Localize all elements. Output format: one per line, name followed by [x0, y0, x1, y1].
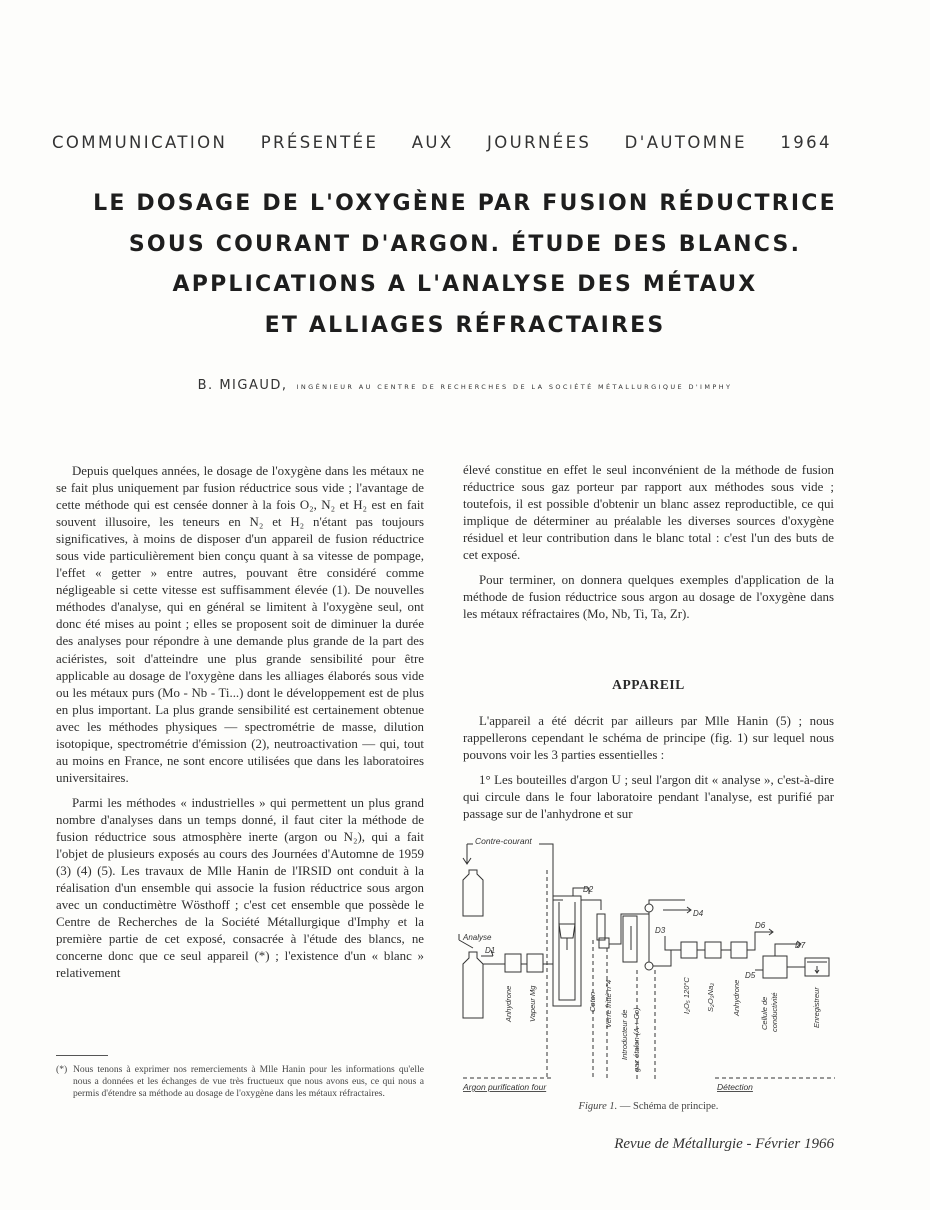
title-line: SOUS COURANT D'ARGON. ÉTUDE DES BLANCS.	[128, 231, 802, 257]
label-d6: D6	[755, 921, 766, 930]
label-d5: D5	[745, 971, 756, 980]
pipe-to-introducteur	[609, 914, 649, 950]
header-word: COMMUNICATION	[52, 133, 228, 152]
label-cellule-2: conductivité	[770, 992, 779, 1032]
pipe-d3	[665, 936, 681, 950]
arrow-d6	[747, 929, 773, 950]
journal-footer: Revue de Métallurgie - Février 1966	[614, 1136, 834, 1152]
label-introducteur-1: Introducteur de	[620, 1009, 629, 1060]
enregistreur-detail	[807, 962, 827, 973]
footnote-rule	[56, 1055, 108, 1056]
label-d1: D1	[485, 946, 496, 955]
label-introducteur-2: gaz étalon (A + Co)	[632, 1007, 641, 1072]
label-anhydrone-2: Anhydrone	[732, 979, 741, 1016]
label-anhydrone: Anhydrone	[504, 985, 513, 1022]
label-d4: D4	[693, 909, 704, 918]
paragraph: Pour terminer, on donnera quelques exemples d'application de la méthode de fusion réductrice sous argon au dosage de l'oxygène dans les métaux réfractaires (Mo, Nb, Ti, Ta, Zr).	[463, 573, 834, 622]
apparatus-diagram	[455, 830, 840, 1098]
footnote-text: Nous tenons à exprimer nos remerciements à Mlle Hanin pour les informations qu'elle nous a données et les échanges de vue très fructueux que nous avons eus, ce qui nous a permis d'étendre sa méthode au dosage de l'oxygène dans les métaux réfractaires.	[73, 1064, 424, 1100]
author-byline	[0, 374, 930, 393]
paragraph: L'appareil a été décrit par ailleurs par Mlle Hanin (5) ; nous rappellerons cependant le schéma de principe (fig. 1) sur lequel nous pouvons voir les 3 parties essentielles :	[463, 714, 834, 763]
box-introducteur	[623, 916, 637, 962]
title-line: ET ALLIAGES RÉFRACTAIRES	[264, 312, 666, 338]
paragraph: élevé constitue en effet le seul inconvénient de la méthode de fusion réductrice sous gaz porteur par rapport aux méthodes sous vide ; toutefois, il est possible d'obtenir un blanc assez reproductible, ce qui implique de déterminer au préalable les diverses sources d'oxygène résiduel et leur contribution dans le blanc total : c'est l'un des buts de cet exposé.	[463, 463, 834, 563]
label-enregistreur: Enregistreur	[812, 987, 821, 1028]
box-s2o3na2	[705, 942, 721, 958]
left-column	[56, 463, 424, 990]
label-analyse: Analyse	[463, 933, 492, 942]
header-word: PRÉSENTÉE	[260, 133, 379, 152]
label-argon-purification: Argon purification four	[463, 1082, 547, 1092]
title-line: APPLICATIONS A L'ANALYSE DES MÉTAUX	[172, 272, 758, 297]
label-d3: D3	[655, 926, 666, 935]
box-anhydrone	[505, 954, 521, 972]
box-cellule	[763, 956, 787, 978]
right-column-top	[463, 462, 834, 631]
label-cellule-1: Cellule de	[760, 996, 769, 1030]
box-anhydrone-2	[731, 942, 747, 958]
label-verre-fritte: Verre fritté n°4	[604, 979, 613, 1028]
label-d7: D7	[795, 941, 806, 950]
figure-caption-label: Figure 1.	[578, 1101, 618, 1112]
footnote-mark: (*)	[56, 1064, 68, 1075]
article-title	[40, 184, 890, 346]
valve-top	[645, 904, 653, 912]
title-line: LE DOSAGE DE L'OXYGÈNE PAR FUSION RÉDUCTRICE	[93, 191, 837, 216]
furnace-inner	[559, 902, 575, 1000]
paragraph: Parmi les méthodes « industrielles » qui permettent un plus grand nombre d'analyses dans un temps donné, il faut citer la méthode de fusion réductrice sous atmosphère inerte (argon ou N₂), qui a fait l'objet de plusieurs exposés au cours des Journées d'Automne de 1959 (3) (4) (5). Les travaux de Mlle Hanin de l'IRSID ont conduit à la réalisation d'un ensemble qui associe la fusion réductrice sous argon avec un conductimètre Wösthoff ; c'est cet ensemble que possède le Centre de Recherches de la Société Métallurgique d'Imphy et la première partie de cet exposé, consacrée à l'étude des blancs, ne concerne donc que ce seul appareil (*) ; l'existence d'un « blanc » relativement	[56, 795, 424, 981]
label-vapeur-mg: Vapeur Mg	[528, 985, 537, 1022]
header-word: JOURNÉES	[487, 133, 592, 152]
figure-caption	[463, 1101, 834, 1112]
header-word: D'AUTOMNE	[624, 133, 747, 152]
right-column-bottom	[463, 713, 834, 831]
paragraph: 1° Les bouteilles d'argon U ; seul l'argon dit « analyse », c'est-à-dire qui circule dans le four laboratoire pendant l'analyse, est purifié par passage sur de l'anhydrone et sur	[463, 773, 834, 822]
argon-bottle-bottom	[463, 952, 483, 1018]
box-i2o5	[681, 942, 697, 958]
box-vapeur-mg	[527, 954, 543, 972]
author-name: B. MIGAUD,	[197, 378, 288, 393]
box-coton	[597, 914, 605, 940]
header-word: 1964	[780, 133, 832, 152]
arrow-d4	[663, 907, 691, 913]
furnace	[553, 896, 581, 1006]
section-heading: APPAREIL	[612, 677, 685, 692]
label-i2o5: I₂O₅ 120°C	[682, 977, 691, 1014]
author-affiliation: INGÉNIEUR AU CENTRE DE RECHERCHES DE LA SOCIÉTÉ MÉTALLURGIQUE D'IMPHY	[296, 383, 733, 391]
footnote	[56, 1064, 424, 1101]
conference-header	[52, 133, 832, 152]
header-word: AUX	[411, 133, 454, 152]
label-contre-courant: Contre-courant	[475, 836, 532, 846]
valve-bottom	[645, 962, 653, 970]
label-detection: Détection	[717, 1082, 753, 1092]
crucible	[559, 924, 575, 950]
label-s2o3na2: S₂O₃Na₂	[706, 982, 715, 1012]
argon-bottle-top	[463, 870, 483, 916]
label-coton: Coton	[588, 991, 597, 1012]
paragraph: Depuis quelques années, le dosage de l'oxygène dans les métaux ne se fait plus uniquement par fusion réductrice sous vide ; l'avantage de cette méthode qui est censée donner à la fois O₂, N₂ et H₂ est en fait souvent illusoire, les teneurs en N₂ et H₂ n'étant pas toujours significatives, à moins de disposer d'un appareil de fusion réductrice sous vide particulièrement bien conçu quant à sa vitesse de pompage, l'effet « getter » entre autres, pouvant être considéré comme négligeable si cette vitesse est suffisamment élevée (1). De nouvelles méthodes d'analyse, qui en général se limitent à l'oxygène seul, ont donc été mises au point ; elles se proposent soit de diminuer la durée des analyses pour répondre à une demande plus grande de la part des aciéristes, soit d'atteindre une plus grande sensibilité pour être applicable au dosage de l'oxygène dans les alliages élaborés sous vide ou les métaux purs (Mo - Nb - Ti...) dont le développement est de plus en plus important. La plus grande sensibilité est certainement obtenue avec les méthodes physiques — spectrométrie de masse, dilution isotopique, spectrométrie d'émission (2), neutroactivation — qui, tout au moins en France, ne sont encore utilisées que dans les laboratoires universitaires.	[56, 464, 424, 785]
pipe-contre-courant	[463, 844, 563, 900]
figure-caption-text: — Schéma de principe.	[617, 1101, 719, 1112]
label-d2: D2	[583, 885, 594, 894]
